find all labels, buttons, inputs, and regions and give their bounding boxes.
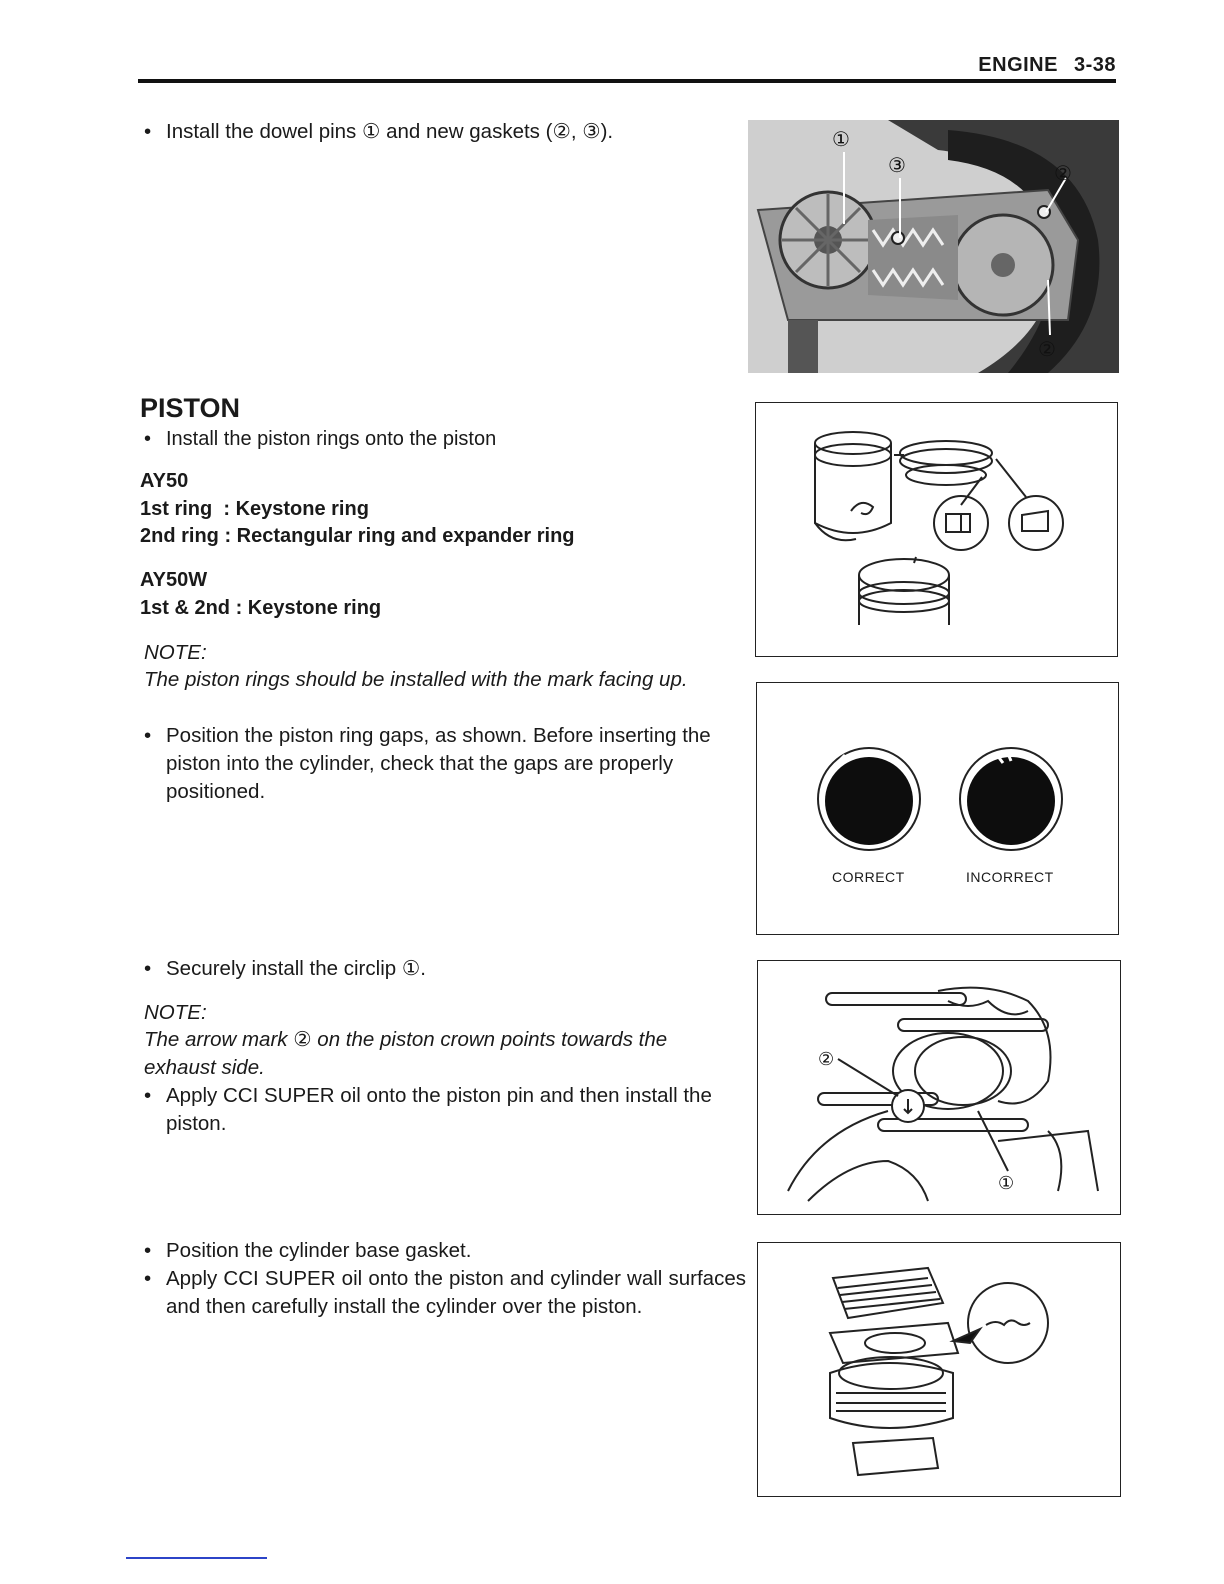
model-ay50: AY50: [140, 470, 189, 492]
circlip-callout-circlip: ①: [998, 1173, 1015, 1194]
header-rule: [138, 79, 1116, 83]
step-apply-oil-cylinder: • Apply CCI SUPER oil onto the piston and cylinder wall surfaces and then carefully install the cylinder over the piston.: [144, 1265, 746, 1321]
figure-ring-gaps: [756, 682, 1119, 935]
page-header: [978, 54, 1116, 77]
ay50-ring1: 1st ring : Keystone ring: [140, 498, 369, 520]
ay50w-rings: 1st & 2nd : Keystone ring: [140, 597, 382, 619]
transmission-photo-illustration: [748, 120, 1119, 373]
figure-piston-circlip: [757, 960, 1121, 1215]
note2-text: The arrow mark ② on the piston crown points towards the exhaust side.: [144, 1028, 668, 1079]
figure-cylinder-gasket: [757, 1242, 1121, 1497]
model-ay50w: AY50W: [140, 569, 208, 591]
label-correct: CORRECT: [832, 869, 905, 885]
step-install-rings: • Install the piston rings onto the piston: [144, 425, 746, 453]
piston-heading: PISTON: [140, 393, 241, 423]
circlip-callout-arrow-mark: ②: [818, 1049, 835, 1070]
piston-circlip-illustration: [758, 961, 1120, 1214]
photo-callout-2-upper: ②: [1054, 161, 1072, 185]
step-install-circlip: • Securely install the circlip ①.: [144, 955, 746, 983]
note1-label: NOTE:: [144, 641, 207, 664]
cylinder-gasket-illustration: [758, 1243, 1120, 1496]
note2-label: NOTE:: [144, 1001, 207, 1024]
piston-rings-illustration: [756, 403, 1117, 656]
figure-piston-rings: [755, 402, 1118, 657]
header-page-number: 3-38: [1073, 54, 1116, 76]
note1-text: The piston rings should be installed with the mark facing up.: [144, 668, 688, 691]
step-position-gasket: • Position the cylinder base gasket.: [144, 1237, 746, 1265]
photo-transmission-case: [748, 120, 1119, 373]
label-incorrect: INCORRECT: [966, 869, 1054, 885]
footer-rule: [126, 1557, 267, 1559]
ay50-ring2: 2nd ring : Rectangular ring and expander ring: [140, 525, 575, 547]
step-apply-oil-pin: • Apply CCI SUPER oil onto the piston pin and then install the piston.: [144, 1082, 746, 1138]
photo-callout-1: ①: [832, 127, 850, 151]
photo-callout-3: ③: [888, 153, 906, 177]
step-position-gaps: • Position the piston ring gaps, as shown. Before inserting the piston into the cylinder, check that the gaps are properly positioned.: [144, 722, 746, 806]
photo-callout-2-lower: ②: [1038, 337, 1056, 361]
header-section: ENGINE: [978, 54, 1058, 76]
step-dowel-pins: • Install the dowel pins ① and new gaskets (②, ③).: [144, 118, 746, 146]
ring-gaps-illustration: [757, 683, 1118, 934]
